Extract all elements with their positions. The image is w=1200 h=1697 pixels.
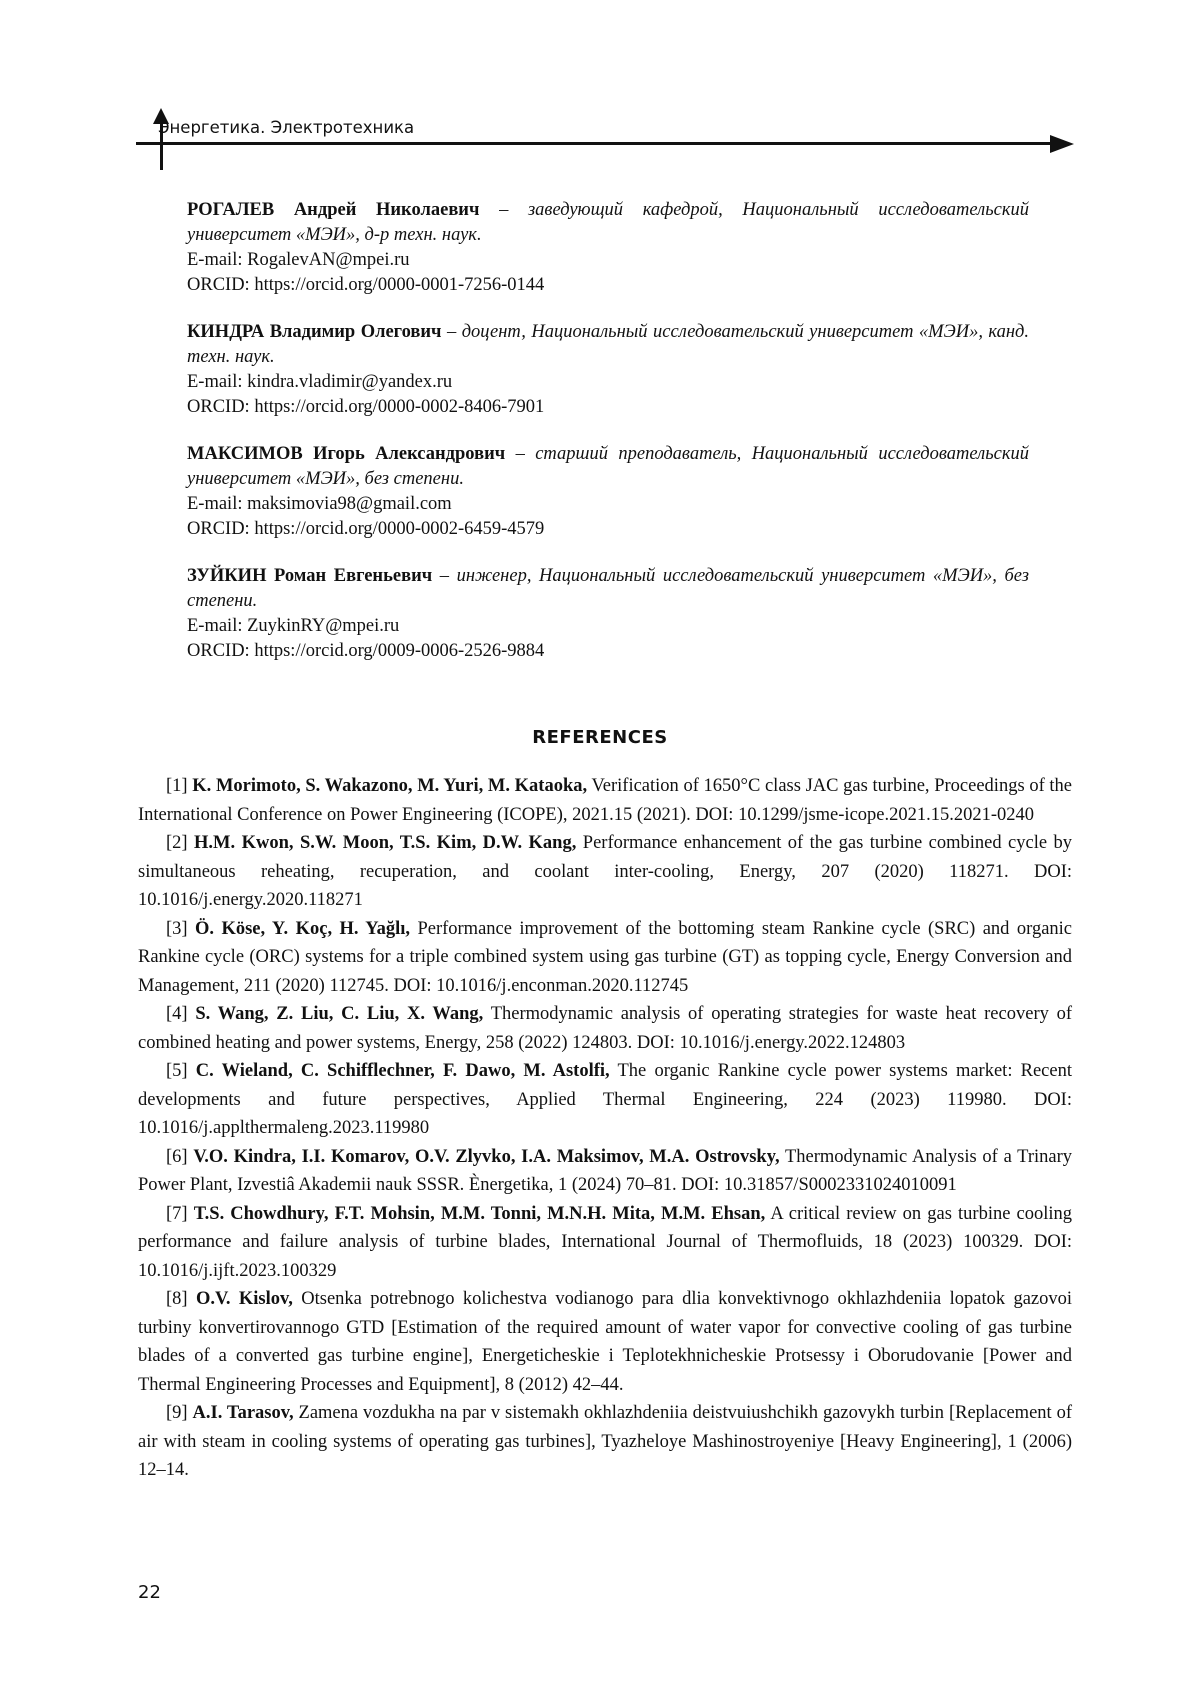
- author-description: [187, 198, 1029, 248]
- reference-item: [138, 1057, 1072, 1143]
- author-role: доцент, Национальный исследовательский университет «МЭИ», канд. техн. наук.: [187, 322, 1030, 367]
- running-header: [136, 108, 1076, 174]
- reference-number: [8]: [166, 1289, 188, 1309]
- reference-authors: A.I. Tarasov,: [192, 1403, 294, 1423]
- author-list: [187, 198, 1029, 686]
- reference-item: [138, 915, 1072, 1001]
- reference-item: [138, 1200, 1072, 1286]
- reference-text: Verification of 1650°C class JAC gas turbine, Proceedings of the International Conference on Power Engineering (ICOPE), 2021.15 (2021). DOI: 10.1299/jsme-icope.2021.15.2021-0240: [138, 776, 1073, 825]
- reference-item: [138, 1285, 1072, 1399]
- reference-authors: O.V. Kislov,: [195, 1289, 293, 1309]
- reference-authors: T.S. Chowdhury, F.T. Mohsin, M.M. Tonni, M.N.H. Mita, M.M. Ehsan,: [193, 1203, 766, 1224]
- reference-text: The organic Rankine cycle power systems market: Recent developments and future perspectives, Applied Thermal Engineering, 224 (2023) 119980. DOI: 10.1016/j.applthermaleng.2023.119980: [138, 1061, 1072, 1138]
- reference-text: Performance enhancement of the gas turbine combined cycle by simultaneous reheating, recuperation, and coolant inter-cooling, Energy, 207 (2020) 118271. DOI: 10.1016/j.energy.2020.118271: [138, 833, 1073, 910]
- reference-item: [138, 829, 1072, 915]
- author-description: [187, 442, 1029, 492]
- author-description: [187, 564, 1029, 614]
- reference-item: [138, 772, 1072, 829]
- reference-authors: K. Morimoto, S. Wakazono, M. Yuri, M. Kataoka,: [192, 776, 588, 796]
- reference-number: [2]: [166, 833, 188, 853]
- author-email: E-mail: maksimovia98@gmail.com: [187, 494, 452, 514]
- reference-item: [138, 1143, 1072, 1200]
- author-name: МАКСИМОВ Игорь Александрович: [187, 444, 506, 464]
- header-horizontal-rule: [136, 142, 1054, 145]
- author-email: E-mail: ZuykinRY@mpei.ru: [187, 616, 400, 636]
- reference-item: [138, 1399, 1072, 1485]
- arrow-right-icon: [1050, 135, 1074, 153]
- dash: –: [441, 322, 462, 342]
- author-entry: [187, 442, 1029, 542]
- section-title: Энергетика. Электротехника: [158, 118, 415, 137]
- reference-text: A critical review on gas turbine cooling performance and failure analysis of turbine blades, International Journal of Thermofluids, 18 (2023) 100329. DOI: 10.1016/j.ijft.2023.100329: [138, 1203, 1073, 1281]
- author-entry: [187, 198, 1029, 298]
- reference-number: [9]: [166, 1403, 188, 1423]
- reference-authors: S. Wang, Z. Liu, C. Liu, X. Wang,: [195, 1004, 484, 1024]
- reference-authors: V.O. Kindra, I.I. Komarov, O.V. Zlyvko, I.A. Maksimov, M.A. Ostrovsky,: [193, 1146, 780, 1167]
- author-orcid: ORCID: https://orcid.org/0000-0001-7256-0144: [187, 275, 545, 295]
- author-email: E-mail: RogalevAN@mpei.ru: [187, 250, 410, 270]
- reference-number: [3]: [166, 918, 188, 939]
- reference-number: [4]: [166, 1004, 188, 1024]
- author-name: РОГАЛЕВ Андрей Николаевич: [187, 200, 480, 220]
- reference-item: [138, 1000, 1072, 1057]
- author-role: заведующий кафедрой, Национальный исследовательский университет «МЭИ», д-р техн. наук.: [187, 200, 1029, 245]
- author-name: ЗУЙКИН Роман Евгеньевич: [187, 566, 433, 586]
- author-entry: [187, 320, 1029, 420]
- author-orcid: ORCID: https://orcid.org/0009-0006-2526-9884: [187, 641, 545, 661]
- dash: –: [505, 444, 536, 464]
- reference-text: Zamena vozdukha na par v sistemakh okhlazhdeniia deistvuiushchikh gazovykh turbin [Replacement of air with steam in cooling systems of operating gas turbines], Tyazheloye Mashinostroyeniye [Heavy Engineering], 1 (2006) 12–14.: [138, 1403, 1073, 1480]
- references-heading: REFERENCES: [532, 727, 668, 748]
- reference-authors: Ö. Köse, Y. Koç, H. Yağlı,: [195, 918, 411, 939]
- reference-number: [6]: [166, 1146, 188, 1167]
- reference-text: Thermodynamic analysis of operating strategies for waste heat recovery of combined heating and power systems, Energy, 258 (2022) 124803. DOI: 10.1016/j.energy.2022.124803: [138, 1004, 1073, 1053]
- reference-list: [138, 772, 1072, 1485]
- reference-text: Performance improvement of the bottoming steam Rankine cycle (SRC) and organic Rankine cycle (ORC) systems for a triple combined system using gas turbine (GT) as topping cycle, Energy Conversion and Management, 211 (2020) 112745. DOI: 10.1016/j.enconman.2020.112745: [138, 918, 1073, 996]
- reference-text: Otsenka potrebnogo kolichestva vodianogo para dlia konvektivnogo okhlazhdeniia lopatok gazovoi turbiny konvertirovannogo GTD [Estimation of the required amount of water vapor for convective cooling of gas turbine blades of a converted gas turbine engine], Energeticheskie i Teplotekhnicheskie Protsessy i Oborudovanie [Power and Thermal Engineering Processes and Equipment], 8 (2012) 42–44.: [138, 1289, 1073, 1395]
- reference-number: [7]: [166, 1203, 188, 1224]
- author-orcid: ORCID: https://orcid.org/0000-0002-8406-7901: [187, 397, 545, 417]
- author-role: инженер, Национальный исследовательский университет «МЭИ», без степени.: [187, 566, 1029, 611]
- reference-authors: H.M. Kwon, S.W. Moon, T.S. Kim, D.W. Kang,: [194, 833, 577, 853]
- reference-number: [1]: [166, 776, 188, 796]
- dash: –: [432, 566, 457, 586]
- author-name: КИНДРА Владимир Олегович: [187, 322, 442, 342]
- dash: –: [479, 200, 528, 220]
- author-role: старший преподаватель, Национальный исследовательский университет «МЭИ», без степени.: [187, 444, 1029, 489]
- reference-authors: C. Wieland, C. Schifflechner, F. Dawo, M. Astolfi,: [195, 1061, 610, 1081]
- reference-number: [5]: [166, 1061, 188, 1081]
- author-entry: [187, 564, 1029, 664]
- reference-text: Thermodynamic Analysis of a Trinary Power Plant, Izvestiâ Akademii nauk SSSR. Ènergetika, 1 (2024) 70–81. DOI: 10.31857/S0002331024010091: [138, 1146, 1073, 1195]
- author-description: [187, 320, 1029, 370]
- author-orcid: ORCID: https://orcid.org/0000-0002-6459-4579: [187, 519, 545, 539]
- author-email: E-mail: kindra.vladimir@yandex.ru: [187, 372, 453, 392]
- page-number: 22: [138, 1582, 161, 1603]
